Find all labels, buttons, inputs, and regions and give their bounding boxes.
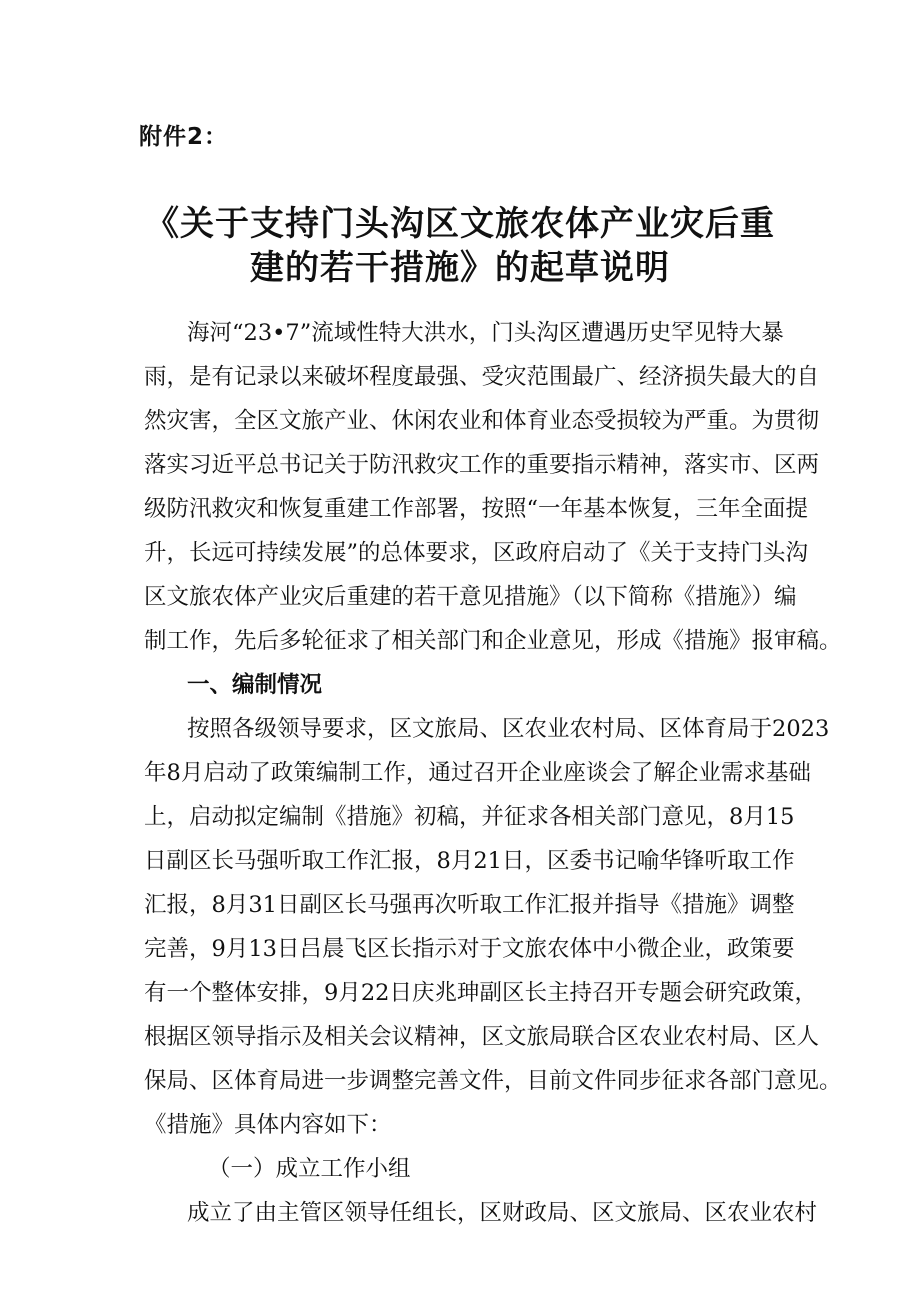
- paragraph-line: 有一个整体安排，9月22日庆兆珅副区长主持召开专题会研究政策，: [144, 980, 817, 1006]
- paragraph-line: 上，启动拟定编制《措施》初稿，并征求各相关部门意见，8月15: [144, 804, 795, 830]
- paragraph-line: 落实习近平总书记关于防汛救灾工作的重要指示精神，落实市、区两: [144, 452, 820, 478]
- paragraph-line: 级防汛救灾和恢复重建工作部署，按照“一年基本恢复，三年全面提: [144, 496, 809, 522]
- paragraph-line: 日副区长马强听取工作汇报，8月21日，区委书记喻华锋听取工作: [144, 848, 795, 874]
- subsection-heading: （一）成立工作小组: [208, 1156, 411, 1182]
- paragraph-line: 年8月启动了政策编制工作，通过召开企业座谈会了解企业需求基础: [144, 760, 811, 786]
- paragraph-line: 保局、区体育局进一步调整完善文件，目前文件同步征求各部门意见。: [144, 1068, 842, 1094]
- paragraph-line: 升，长远可持续发展”的总体要求，区政府启动了《关于支持门头沟: [144, 540, 809, 566]
- paragraph-line: 完善，9月13日吕晨飞区长指示对于文旅农体中小微企业，政策要: [144, 936, 795, 962]
- section-heading: 一、编制情况: [187, 672, 323, 698]
- paragraph-line: 汇报，8月31日副区长马强再次听取工作汇报并指导《措施》调整: [144, 892, 795, 918]
- paragraph-line: 区文旅农体产业灾后重建的若干意见措施》（以下简称《措施》）编: [144, 584, 797, 610]
- attachment-label: 附件2：: [139, 124, 229, 150]
- paragraph-line: 海河“23•7”流域性特大洪水，门头沟区遭遇历史罕见特大暴: [187, 320, 784, 346]
- paragraph-line: 成立了由主管区领导任组长，区财政局、区文旅局、区农业农村: [187, 1200, 818, 1226]
- paragraph-line: 然灾害，全区文旅产业、休闲农业和体育业态受损较为严重。为贯彻: [144, 408, 820, 434]
- paragraph-line: 按照各级领导要求，区文旅局、区农业农村局、区体育局于2023: [187, 716, 830, 742]
- paragraph-line: 雨，是有记录以来破坏程度最强、受灾范围最广、经济损失最大的自: [144, 364, 820, 390]
- paragraph-line: 制工作，先后多轮征求了相关部门和企业意见，形成《措施》报审稿。: [144, 628, 842, 654]
- paragraph-line: 根据区领导指示及相关会议精神，区文旅局联合区农业农村局、区人: [144, 1024, 820, 1050]
- document-title-line-1: 《关于支持门头沟区文旅农体产业灾后重: [145, 204, 775, 244]
- document-title-line-2: 建的若干措施》的起草说明: [250, 248, 670, 288]
- paragraph-line: 《措施》具体内容如下：: [144, 1112, 392, 1138]
